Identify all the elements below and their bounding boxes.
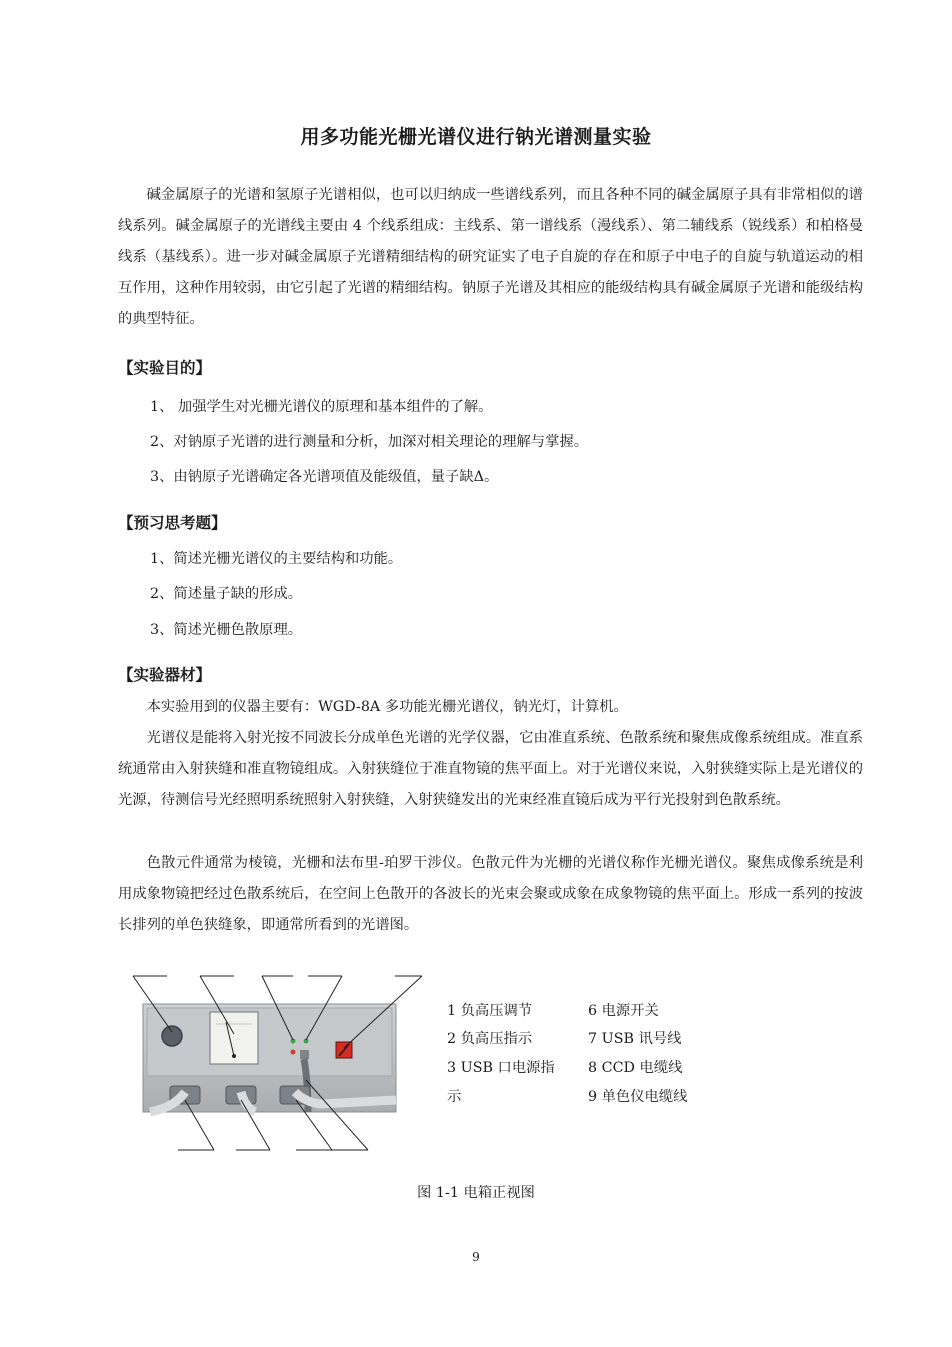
legend-item-2: 2 负高压指示 bbox=[447, 1031, 533, 1047]
figure-caption: 图 1-1 电箱正视图 bbox=[417, 1185, 535, 1201]
section-heading-equipment: 【实验器材】 bbox=[118, 666, 212, 684]
objective-item-3: 3、由钠原子光谱确定各光谱项值及能级值，量子缺Δ。 bbox=[150, 469, 499, 485]
legend-item-8: 8 CCD 电缆线 bbox=[588, 1060, 683, 1076]
control-box-photo bbox=[130, 972, 430, 1160]
objective-item-2: 2、对钠原子光谱的进行测量和分析，加深对相关理论的理解与掌握。 bbox=[150, 434, 588, 450]
page-number: 9 bbox=[472, 1250, 480, 1264]
legend-item-3-cont: 示 bbox=[447, 1089, 462, 1105]
legend-item-1: 1 负高压调节 bbox=[447, 1003, 533, 1019]
section-heading-preview: 【预习思考题】 bbox=[118, 514, 227, 532]
preview-item-1: 1、简述光栅光谱仪的主要结构和功能。 bbox=[150, 551, 403, 567]
legend-item-3: 3 USB 口电源指 bbox=[447, 1060, 555, 1076]
equipment-paragraph-1: 本实验用到的仪器主要有：WGD-8A 多功能光栅光谱仪，钠光灯，计算机。 bbox=[146, 699, 628, 715]
equipment-paragraph-2: 光谱仪是能将入射光按不同波长分成单色光谱的光学仪器，它由准直系统、色散系统和聚焦成像系统组成。准直系统通常由入射狭缝和准直物镜组成。入射狭缝位于准直物镜的焦平面上。对于光谱仪来说，入射狭缝实际上是光谱仪的光源，待测信号光经照明系统照射入射狭缝，入射狭缝发出的光束经准直镜后成为平行光投射到色散系统。 bbox=[118, 730, 863, 808]
intro-paragraph: 碱金属原子的光谱和氢原子光谱相似，也可以归纳成一些谱线系列，而且各种不同的碱金属原子具有非常相似的谱线系列。碱金属原子的光谱线主要由 4 个线系组成：主线系、第一谱线系（漫线系）、第二辅线系（锐线系）和柏格曼线系（基线系）。进一步对碱金属原子光谱精细结构的研究证实了电子自旋的存在和原子中电子的自旋与轨道运动的相互作用，这种作用较弱，由它引起了光谱的精细结构。钠原子光谱及其相应的能级结构具有碱金属原子光谱和能级结构的典型特征。 bbox=[118, 187, 863, 327]
legend-item-9: 9 单色仪电缆线 bbox=[588, 1089, 688, 1105]
legend-item-6: 6 电源开关 bbox=[588, 1003, 659, 1019]
preview-item-2: 2、简述量子缺的形成。 bbox=[150, 586, 303, 602]
legend-item-7: 7 USB 讯号线 bbox=[588, 1031, 682, 1047]
knob-icon bbox=[162, 1026, 182, 1046]
indicator-light-icon bbox=[291, 1050, 296, 1055]
preview-item-3: 3、简述光栅色散原理。 bbox=[150, 622, 303, 638]
objective-item-1: 1、 加强学生对光栅光谱仪的原理和基本组件的了解。 bbox=[150, 399, 493, 415]
page-title: 用多功能光栅光谱仪进行钠光谱测量实验 bbox=[300, 126, 652, 148]
section-heading-objectives: 【实验目的】 bbox=[118, 359, 212, 377]
equipment-paragraph-3: 色散元件通常为棱镜，光栅和法布里-珀罗干涉仪。色散元件为光栅的光谱仪称作光栅光谱仪。聚焦成像系统是利用成象物镜把经过色散系统后，在空间上色散开的各波长的光束会聚或成象在成象物镜的焦平面上。形成一系列的按波长排列的单色狭缝象，即通常所看到的光谱图。 bbox=[118, 855, 863, 933]
